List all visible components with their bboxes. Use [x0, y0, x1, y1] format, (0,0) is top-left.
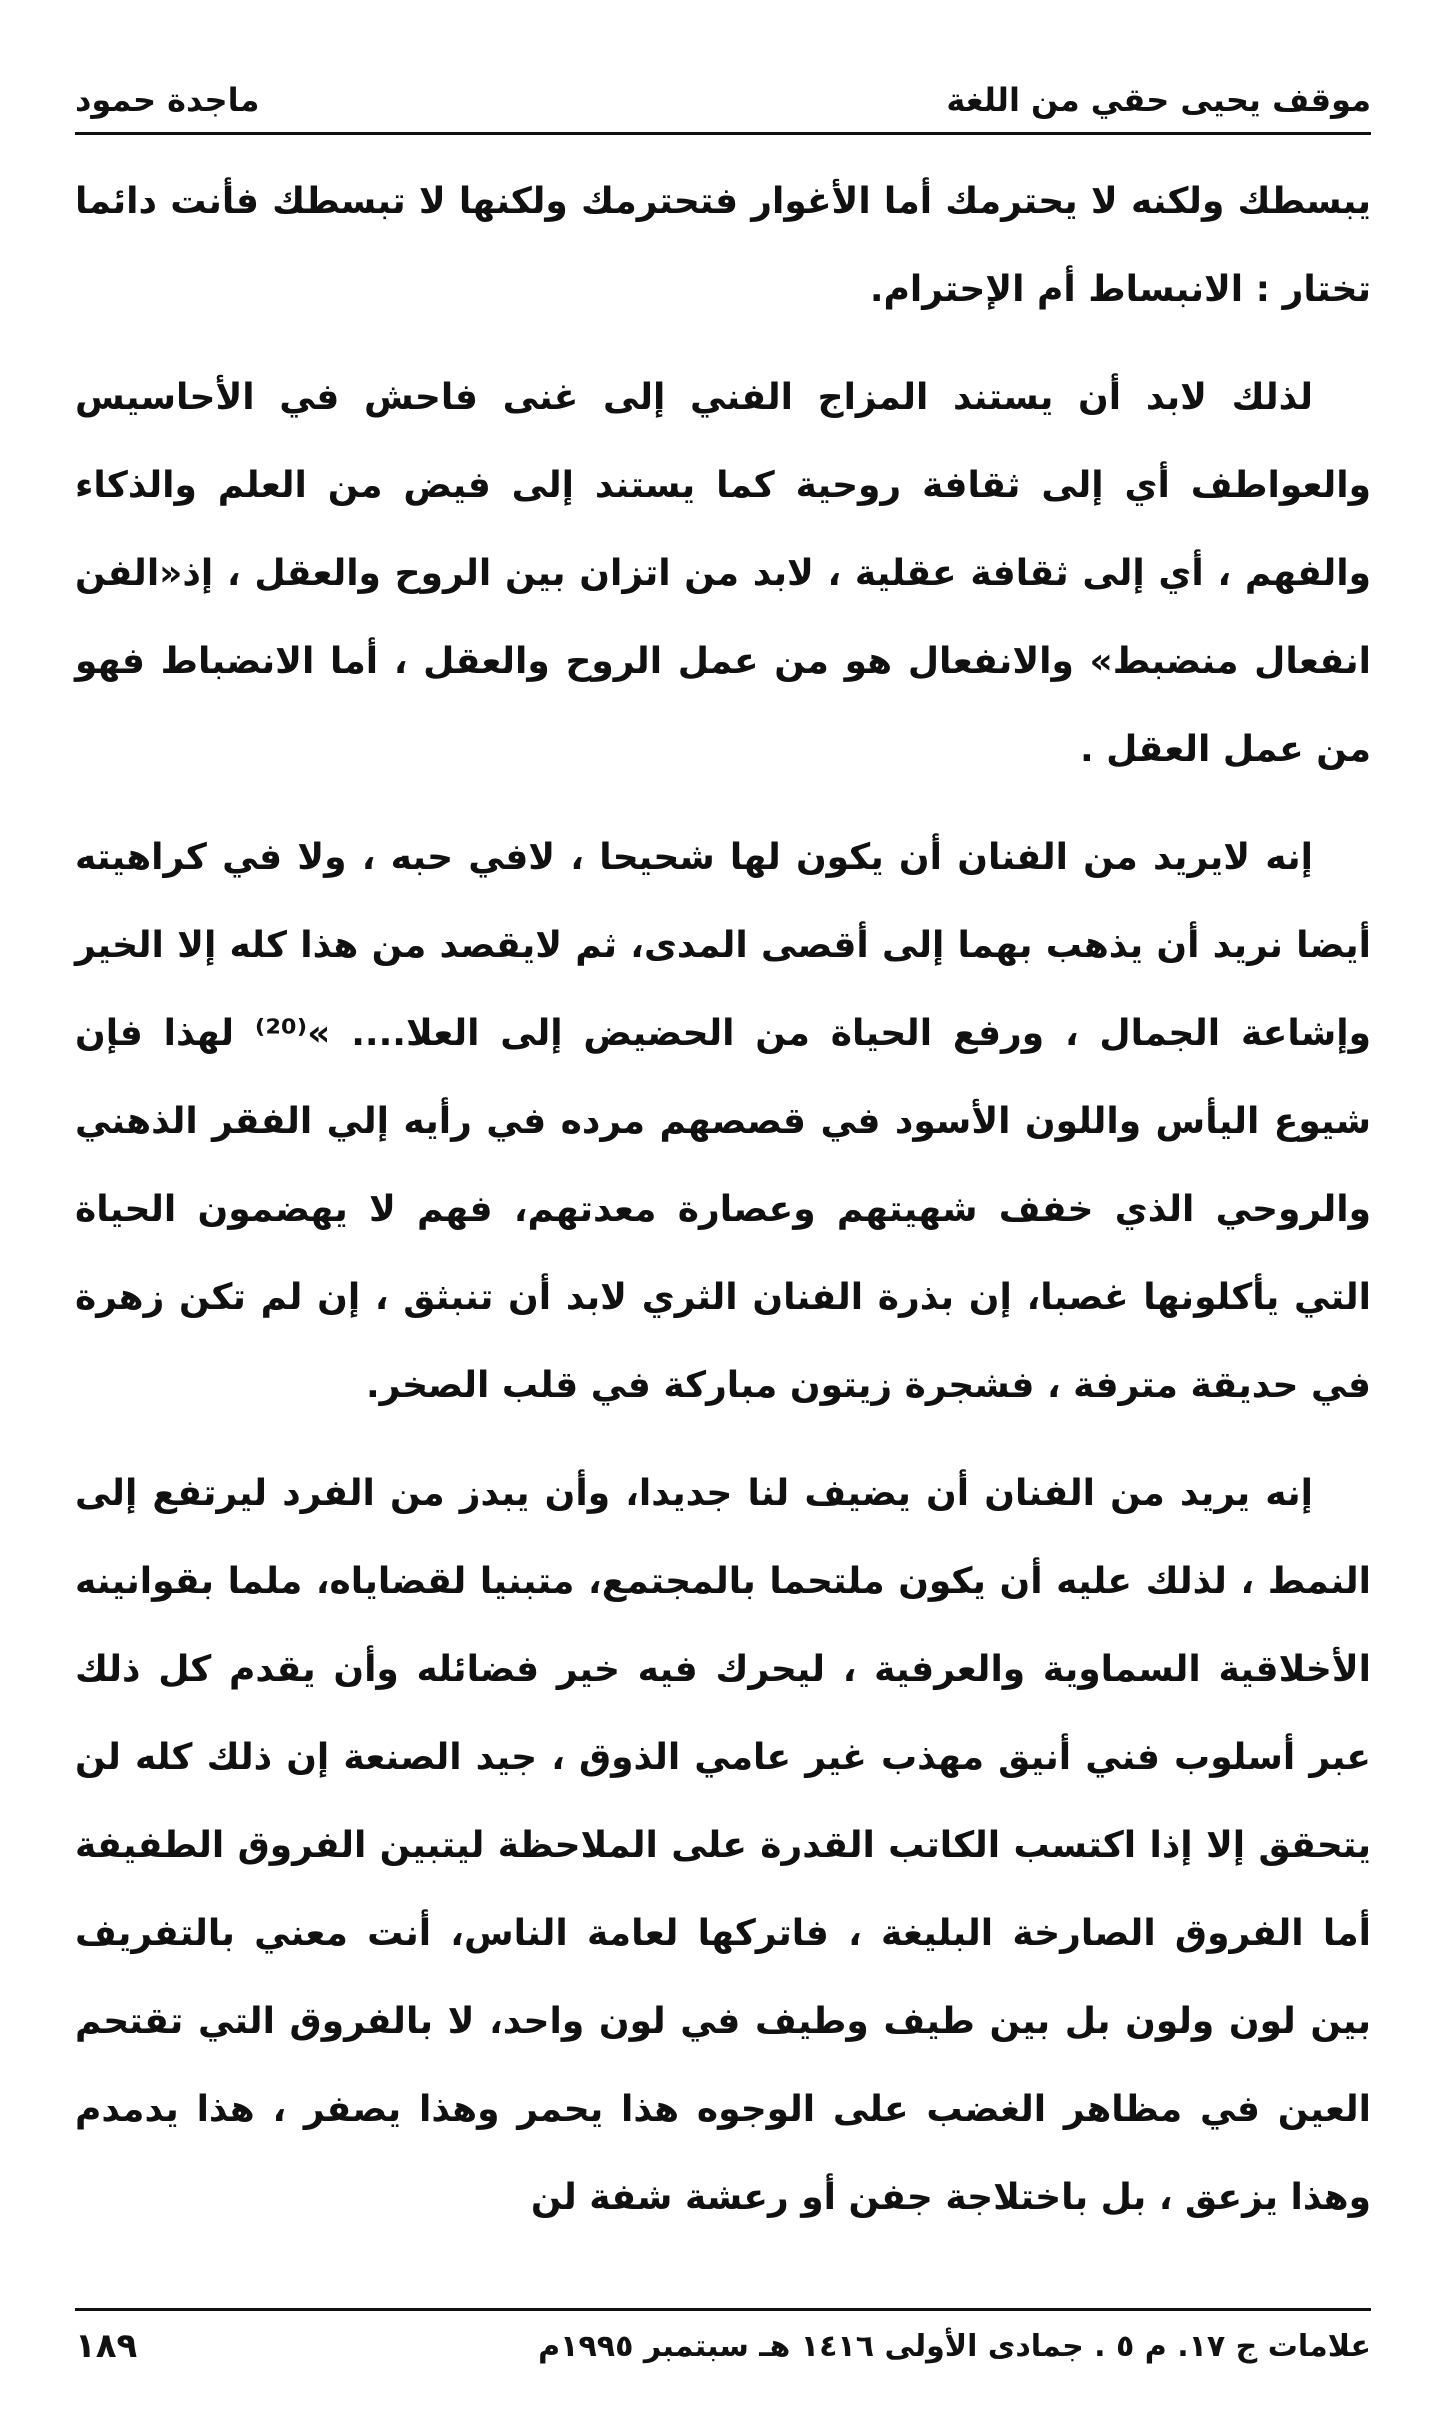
journal-citation: علامات ج ١٧. م ٥ . جمادى الأولى ١٤١٦ هـ سبتمبر ١٩٩٥م — [538, 2328, 1371, 2364]
header-rule — [75, 132, 1371, 135]
running-header — [75, 70, 1371, 130]
paragraph-4: إنه يريد من الفنان أن يضيف لنا جديدا، وأن يبدز من الفرد ليرتفع إلى النمط ، لذلك عليه أن يكون ملتحما بالمجتمع، متبنيا لقضاياه، ملما بقوانينه الأخلاقية السماوية والعرفية ، ليحرك فيه خير فضائله وأن يقدم كل ذلك عبر أسلوب فني أنيق مهذب غير عامي الذوق ، جيد الصنعة إن ذلك كله لن يتحقق إلا إذا اكتسب الكاتب القدرة على الملاحظة ليتبين الفروق الطفيفة أما الفروق الصارخة البليغة ، فاتركها لعامة الناس، أنت معني بالتفريف بين لون ولون بل بين طيف وطيف في لون واحد، لا بالفروق التي تقتحم العين في مظاهر الغضب على الوجوه هذا يحمر وهذا يصفر ، هذا يدمدم وهذا يزعق ، بل باختلاجة جفن أو رعشة شفة لن — [75, 1473, 1371, 2218]
paragraph-3: إنه لايريد من الفنان أن يكون لها شحيحا ، لافي حبه ، ولا في كراهيته أيضا نريد أن يذهب بهما إلى أقصى المدى، ثم لايقصد من هذا كله إلا الخير وإشاعة الجمال ، ورفع الحياة من الحضيض إلى العلا.... »⁽²⁰⁾ لهذا فإن شيوع اليأس واللون الأسود في قصصهم مرده في رأيه إلي الفقر الذهني والروحي الذي خفف شهيتهم وعصارة معدتهم، فهم لا يهضمون الحياة التي يأكلونها غصبا، إن بذرة الفنان الثري لابد أن تنبثق ، إن لم تكن زهرة في حديقة مترفة ، فشجرة زيتون مباركة في قلب الصخر. — [75, 837, 1372, 1406]
paragraph-1: يبسطك ولكنه لا يحترمك أما الأغوار فتحترمك ولكنها لا تبسطك فأنت دائما تختار : الانبساط أم الإحترام. — [75, 181, 1371, 310]
author-name: ماجدة حمود — [75, 81, 260, 119]
body-text — [75, 158, 1371, 2262]
page-footer — [75, 2316, 1371, 2376]
paragraph-2: لذلك لابد أن يستند المزاج الفني إلى غنى فاحش في الأحاسيس والعواطف أي إلى ثقافة روحية كما يستند إلى فيض من العلم والذكاء والفهم ، أي إلى ثقافة عقلية ، لابد من اتزان بين الروح والعقل ، إذ«الفن انفعال منضبط» والانفعال هو من عمل الروح والعقل ، أما الانضباط فهو من عمل العقل . — [75, 377, 1371, 770]
page-number: ١٨٩ — [75, 2326, 138, 2366]
article-title: موقف يحيى حقي من اللغة — [946, 81, 1371, 119]
footer-rule — [75, 2308, 1371, 2311]
